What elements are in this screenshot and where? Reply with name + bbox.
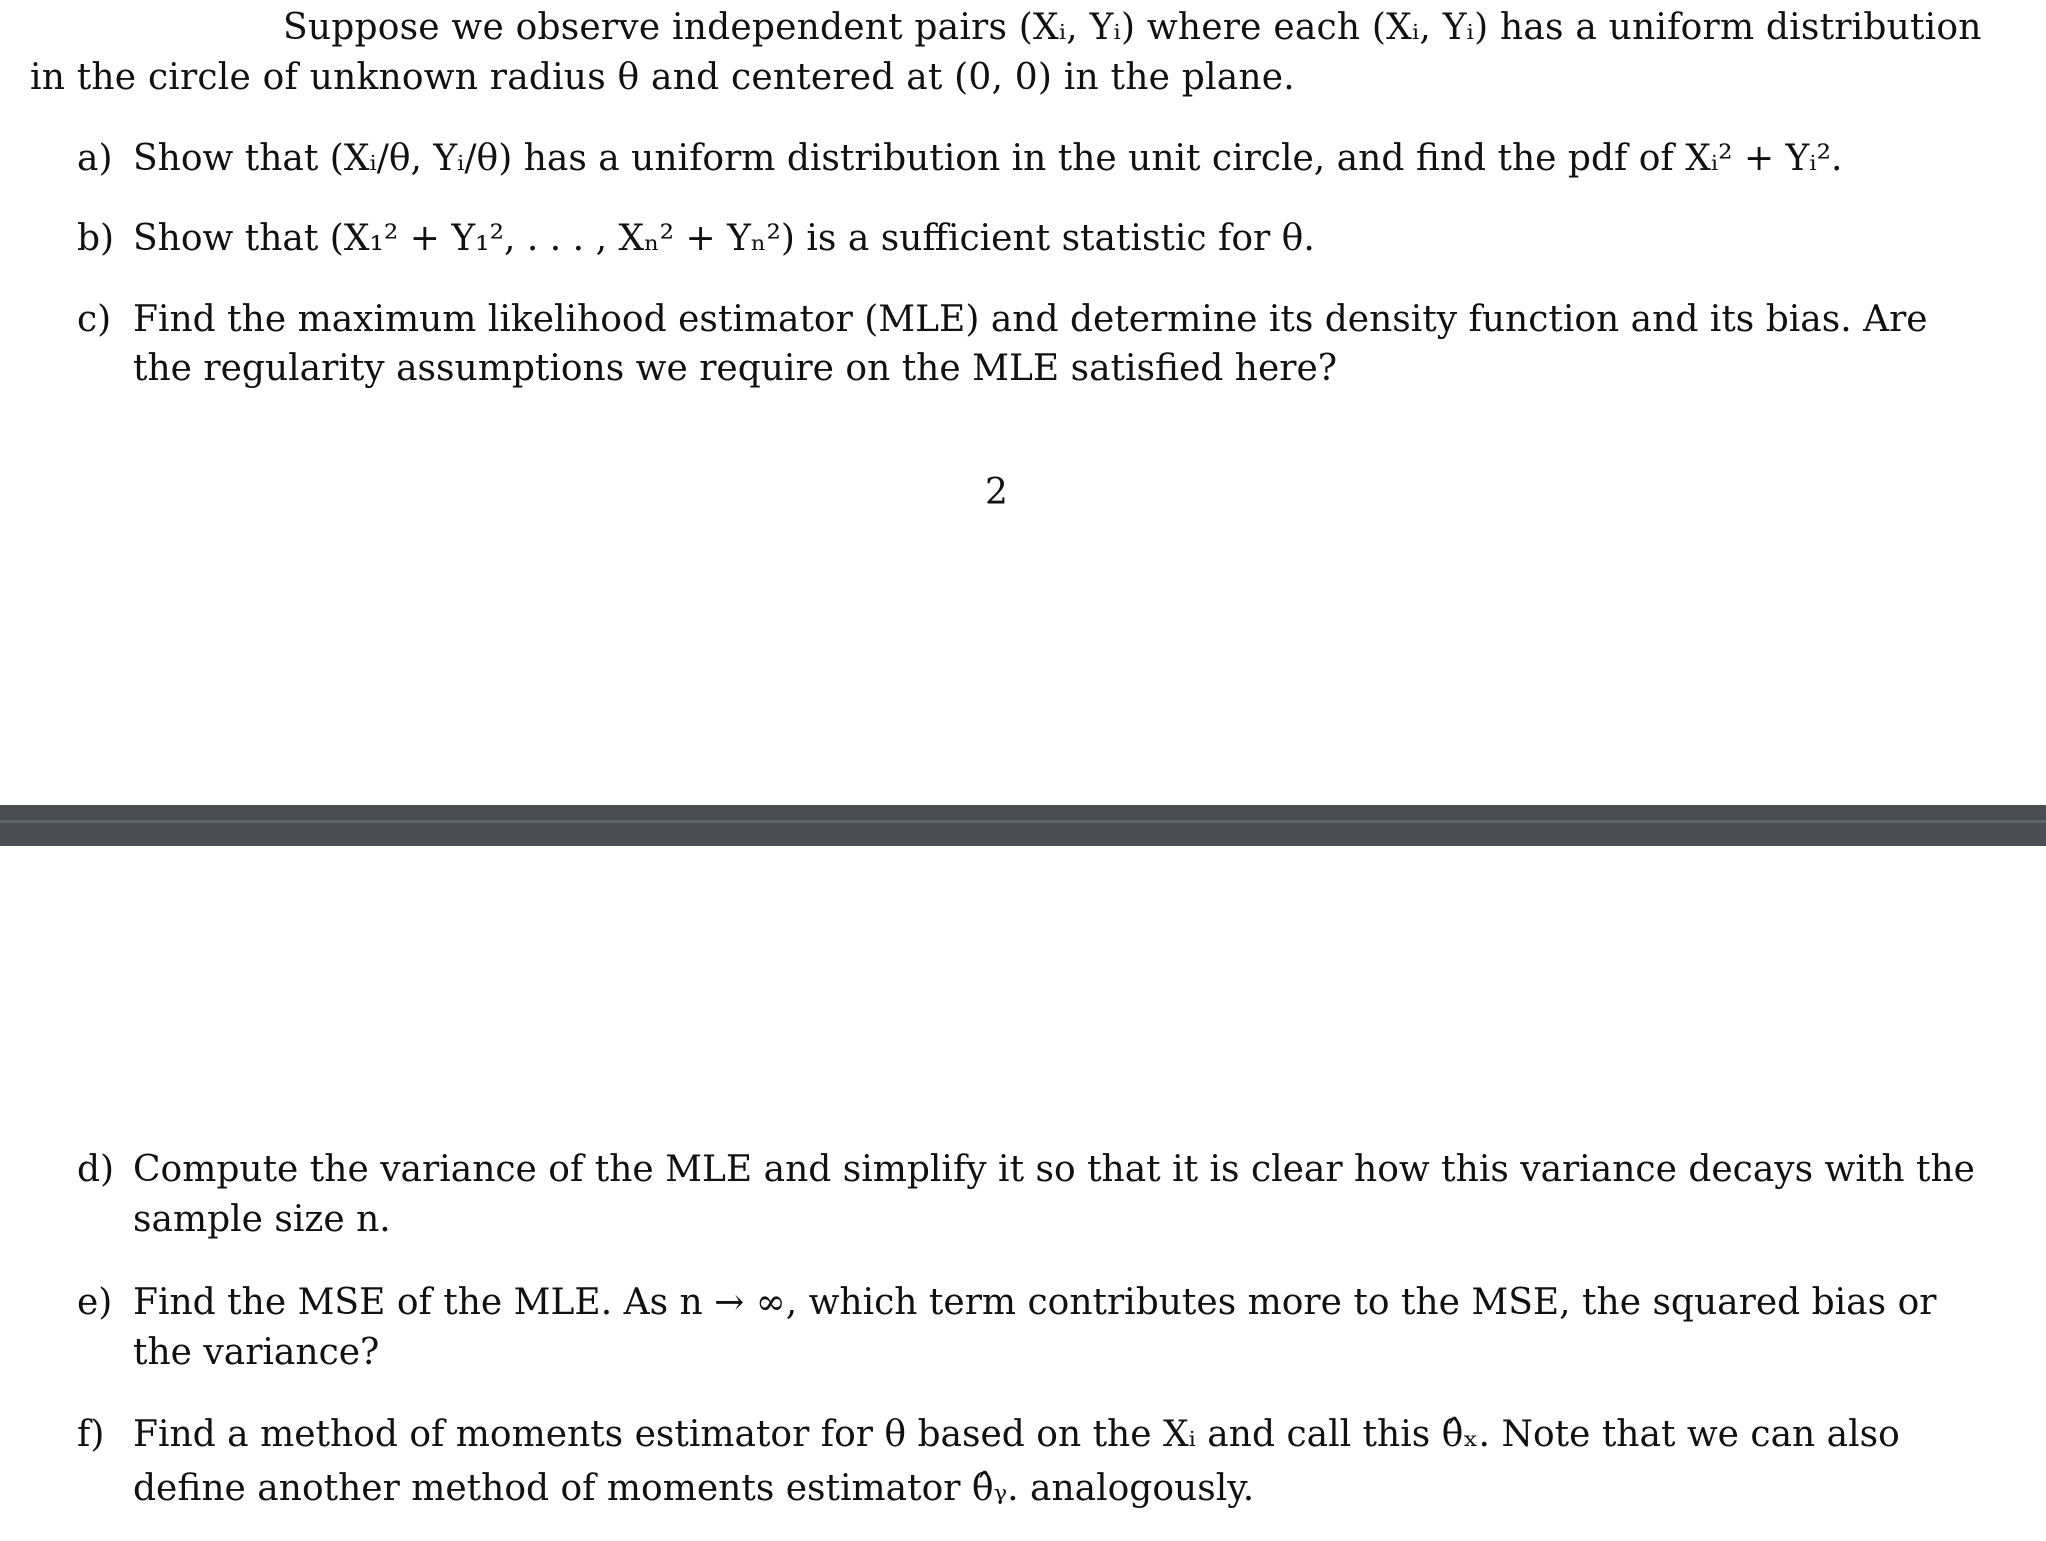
part-c-text-line-1: Find the maximum likelihood estimator (MLE) and determine its density function and its bias. Are — [133, 299, 1928, 340]
part-d-text-line-1: Compute the variance of the MLE and simplify it so that it is clear how this variance decays with the — [133, 1149, 1975, 1190]
part-b-text: Show that (X₁² + Y₁², . . . , Xₙ² + Yₙ²) is a sufficient statistic for θ. — [133, 218, 1315, 259]
part-b-label: b) — [77, 218, 115, 259]
part-a-label: a) — [77, 138, 113, 179]
part-d-text-line-2: sample size n. — [133, 1199, 391, 1240]
part-d-label: d) — [77, 1149, 115, 1190]
part-f-text-line-1: Find a method of moments estimator for θ based on the Xᵢ and call this θ̂ₓ. Note that we can also — [133, 1414, 1900, 1455]
page-number: 2 — [985, 472, 1008, 513]
part-e-text-line-2: the variance? — [133, 1332, 380, 1373]
part-e-text-line-1: Find the MSE of the MLE. As n → ∞, which term contributes more to the MSE, the squared bias or — [133, 1282, 1937, 1323]
page-divider — [0, 805, 2046, 846]
part-f-text-line-2: define another method of moments estimator θ̂ᵧ. analogously. — [133, 1468, 1255, 1509]
part-f-label: f) — [77, 1414, 105, 1455]
page-divider-line — [0, 820, 2046, 823]
intro-line-2: in the circle of unknown radius θ and centered at (0, 0) in the plane. — [30, 57, 1295, 98]
part-c-label: c) — [77, 299, 112, 340]
intro-line-1: Suppose we observe independent pairs (Xᵢ, Yᵢ) where each (Xᵢ, Yᵢ) has a uniform distribution — [283, 7, 1982, 48]
part-e-label: e) — [77, 1282, 113, 1323]
part-a-text: Show that (Xᵢ/θ, Yᵢ/θ) has a uniform distribution in the unit circle, and find the pdf of Xᵢ² + Yᵢ². — [133, 138, 1843, 179]
part-c-text-line-2: the regularity assumptions we require on the MLE satisfied here? — [133, 348, 1338, 389]
